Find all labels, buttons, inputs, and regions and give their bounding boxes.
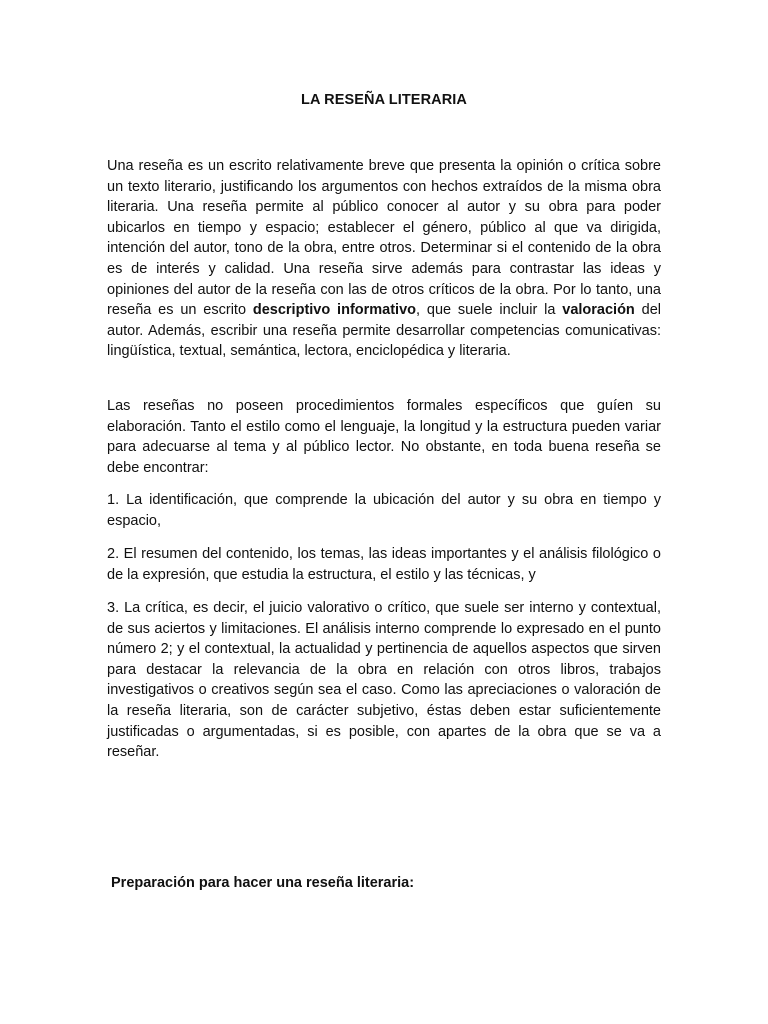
- list-item-criticism: 3. La crítica, es decir, el juicio valorativo o crítico, que suele ser interno y contextual, de sus aciertos y limitaciones. El análisis interno comprende lo expresado en el punto número 2; y el contextual, la actualidad y pertinencia de aquellos aspectos que sirven para destacar la relevancia de la obra en relación con otros libros, trabajos investigativos o creativos según sea el caso. Como las apreciaciones o valoración de la reseña literaria, son de carácter subjetivo, éstas deben estar suficientemente justificadas o argumentadas, si es posible, con apartes de la obra que se va a reseñar.: [107, 600, 661, 761]
- paragraph-intro-text-2: , que suele incluir la: [416, 302, 563, 319]
- bold-term-descriptivo-informativo: descriptivo informativo: [252, 302, 417, 319]
- list-item-summary: 2. El resumen del contenido, los temas, las ideas importantes y el análisis filológico o de la expresión, que estudia la estructura, el estilo y las técnicas, y: [107, 546, 661, 583]
- section-subheading: Preparación para hacer una reseña literaria:: [111, 875, 415, 891]
- bold-term-valoracion: valoración: [562, 302, 635, 319]
- paragraph-intro-text-1: Una reseña es un escrito relativamente breve que presenta la opinión o crítica sobre un texto literario, justificando los argumentos con hechos extraídos de la misma obra literaria. Una reseña permite al público conocer al autor y su obra para poder ubicarlos en tiempo y espacio; establecer el género, público al que va dirigida, intención del autor, tono de la obra, entre otros. Determinar si el contenido de la obra es de interés y calidad. Una reseña sirve además para contrastar las ideas y opiniones del autor de la reseña con las de otros críticos de la obra. Por lo tanto, una reseña es un escrito: [107, 158, 661, 319]
- paragraph-intro: [107, 156, 661, 362]
- paragraph-procedures: Las reseñas no poseen procedimientos formales específicos que guíen su elaboración. Tanto el estilo como el lenguaje, la longitud y la estructura pueden variar para adecuarse al tema y al público lector. No obstante, en toda buena reseña se debe encontrar:: [107, 398, 661, 476]
- document-title: LA RESEÑA LITERARIA: [301, 92, 467, 108]
- list-item-identification: 1. La identificación, que comprende la ubicación del autor y su obra en tiempo y espacio,: [107, 492, 661, 529]
- paragraph-intro-text-3: del autor. Además, escribir una reseña permite desarrollar competencias comunicativas: lingüística, textual, semántica, lectora, enciclopédica y literaria.: [107, 302, 661, 360]
